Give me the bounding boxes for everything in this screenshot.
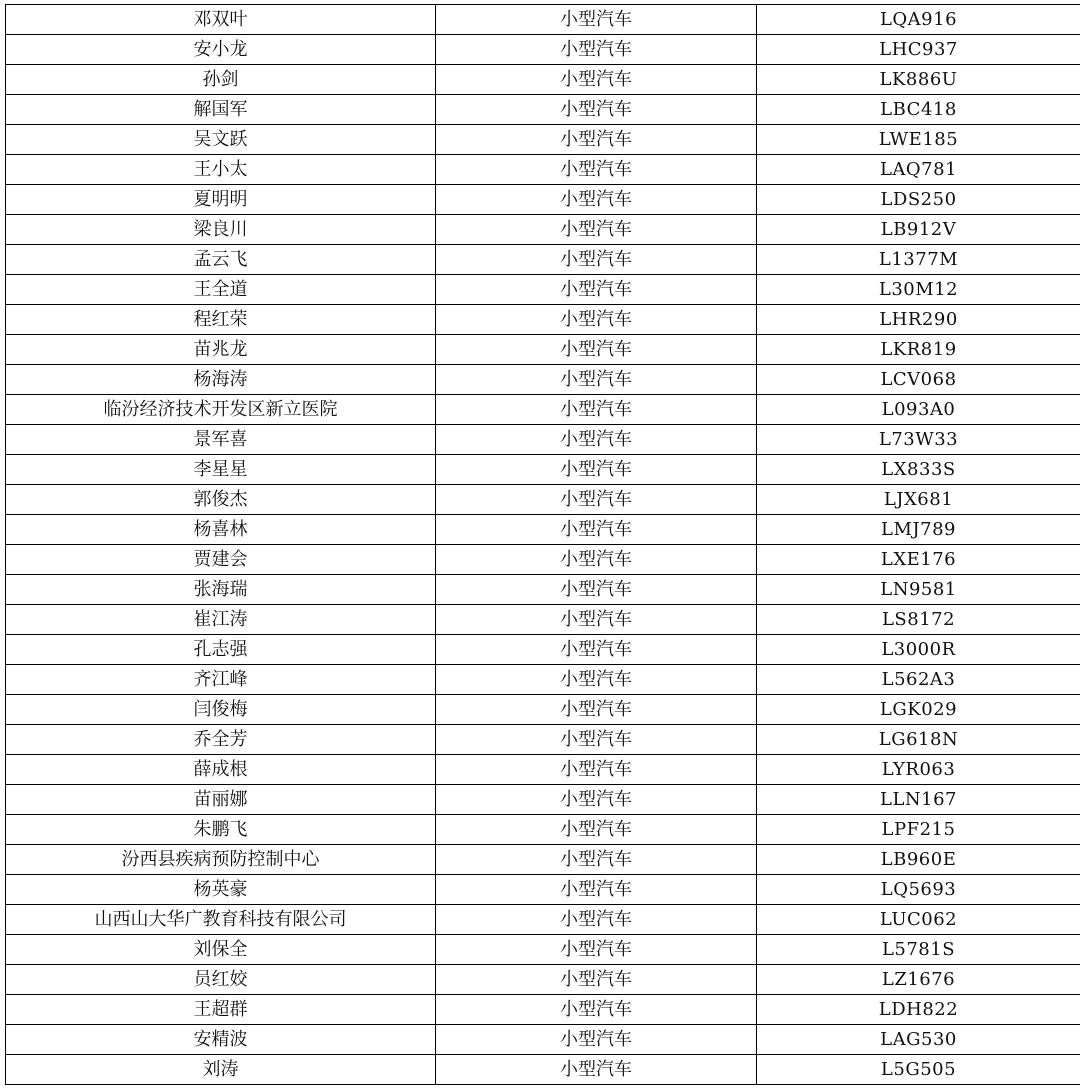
table-row: [6, 605, 1080, 635]
owner-cell: 解国军: [6, 95, 436, 125]
plate-number-cell: LAG530: [757, 1025, 1080, 1055]
vehicle-type-cell: 小型汽车: [436, 935, 757, 965]
vehicle-type-cell: 小型汽车: [436, 215, 757, 245]
table-row: [6, 815, 1080, 845]
vehicle-type-cell: 小型汽车: [436, 665, 757, 695]
table-row: [6, 875, 1080, 905]
owner-cell: 崔江涛: [6, 605, 436, 635]
vehicle-type-cell: 小型汽车: [436, 605, 757, 635]
plate-number-cell: LHR290: [757, 305, 1080, 335]
owner-cell: 王小太: [6, 155, 436, 185]
table-row: [6, 905, 1080, 935]
table-row: [6, 425, 1080, 455]
plate-number-cell: LCV068: [757, 365, 1080, 395]
table-row: [6, 215, 1080, 245]
owner-cell: 山西山大华广教育科技有限公司: [6, 905, 436, 935]
owner-cell: 刘涛: [6, 1055, 436, 1085]
plate-number-cell: L5G505: [757, 1055, 1080, 1085]
vehicle-type-cell: 小型汽车: [436, 5, 757, 35]
owner-cell: 杨海涛: [6, 365, 436, 395]
table-row: [6, 395, 1080, 425]
table-row: [6, 935, 1080, 965]
owner-cell: 邓双叶: [6, 5, 436, 35]
owner-cell: 薛成根: [6, 755, 436, 785]
owner-cell: 夏明明: [6, 185, 436, 215]
plate-number-cell: L73W33: [757, 425, 1080, 455]
plate-number-cell: LUC062: [757, 905, 1080, 935]
plate-number-cell: LN9581: [757, 575, 1080, 605]
table-row: [6, 95, 1080, 125]
vehicle-type-cell: 小型汽车: [436, 965, 757, 995]
table-row: [6, 335, 1080, 365]
owner-cell: 刘保全: [6, 935, 436, 965]
table-row: [6, 1055, 1080, 1085]
table-row: [6, 455, 1080, 485]
owner-cell: 王全道: [6, 275, 436, 305]
table-row: [6, 365, 1080, 395]
table-row: [6, 665, 1080, 695]
plate-number-cell: LLN167: [757, 785, 1080, 815]
owner-cell: 苗丽娜: [6, 785, 436, 815]
vehicle-type-cell: 小型汽车: [436, 125, 757, 155]
vehicle-type-cell: 小型汽车: [436, 335, 757, 365]
owner-cell: 临汾经济技术开发区新立医院: [6, 395, 436, 425]
owner-cell: 郭俊杰: [6, 485, 436, 515]
owner-cell: 程红荣: [6, 305, 436, 335]
table-row: [6, 725, 1080, 755]
plate-number-cell: L562A3: [757, 665, 1080, 695]
table-row: [6, 5, 1080, 35]
owner-cell: 贾建会: [6, 545, 436, 575]
plate-number-cell: L5781S: [757, 935, 1080, 965]
owner-cell: 孔志强: [6, 635, 436, 665]
plate-number-cell: LK886U: [757, 65, 1080, 95]
vehicle-type-cell: 小型汽车: [436, 545, 757, 575]
table-row: [6, 1025, 1080, 1055]
plate-number-cell: LZ1676: [757, 965, 1080, 995]
table-row: [6, 635, 1080, 665]
owner-cell: 员红姣: [6, 965, 436, 995]
table-row: [6, 245, 1080, 275]
vehicle-type-cell: 小型汽车: [436, 845, 757, 875]
owner-cell: 梁良川: [6, 215, 436, 245]
plate-number-cell: LQ5693: [757, 875, 1080, 905]
vehicle-type-cell: 小型汽车: [436, 455, 757, 485]
table-row: [6, 65, 1080, 95]
plate-number-cell: LXE176: [757, 545, 1080, 575]
vehicle-type-cell: 小型汽车: [436, 185, 757, 215]
vehicle-type-cell: 小型汽车: [436, 875, 757, 905]
owner-cell: 杨英豪: [6, 875, 436, 905]
owner-cell: 乔全芳: [6, 725, 436, 755]
table-row: [6, 575, 1080, 605]
plate-number-cell: LX833S: [757, 455, 1080, 485]
vehicle-type-cell: 小型汽车: [436, 365, 757, 395]
vehicle-type-cell: 小型汽车: [436, 35, 757, 65]
owner-cell: 杨喜林: [6, 515, 436, 545]
vehicle-type-cell: 小型汽车: [436, 815, 757, 845]
owner-cell: 朱鹏飞: [6, 815, 436, 845]
vehicle-type-cell: 小型汽车: [436, 245, 757, 275]
vehicle-type-cell: 小型汽车: [436, 755, 757, 785]
vehicle-type-cell: 小型汽车: [436, 635, 757, 665]
vehicle-type-cell: 小型汽车: [436, 575, 757, 605]
plate-number-cell: LDH822: [757, 995, 1080, 1025]
vehicle-type-cell: 小型汽车: [436, 515, 757, 545]
plate-number-cell: L093A0: [757, 395, 1080, 425]
owner-cell: 王超群: [6, 995, 436, 1025]
plate-number-cell: LGK029: [757, 695, 1080, 725]
vehicle-type-cell: 小型汽车: [436, 395, 757, 425]
plate-number-cell: LB960E: [757, 845, 1080, 875]
vehicle-table: [5, 5, 1080, 1085]
table-row: [6, 545, 1080, 575]
owner-cell: 孟云飞: [6, 245, 436, 275]
table-row: [6, 515, 1080, 545]
table-row: [6, 965, 1080, 995]
table-row: [6, 695, 1080, 725]
vehicle-type-cell: 小型汽车: [436, 725, 757, 755]
table-row: [6, 995, 1080, 1025]
plate-number-cell: LB912V: [757, 215, 1080, 245]
owner-cell: 景军喜: [6, 425, 436, 455]
table-row: [6, 275, 1080, 305]
plate-number-cell: LAQ781: [757, 155, 1080, 185]
vehicle-type-cell: 小型汽车: [436, 695, 757, 725]
vehicle-type-cell: 小型汽车: [436, 155, 757, 185]
owner-cell: 张海瑞: [6, 575, 436, 605]
table-row: [6, 485, 1080, 515]
owner-cell: 吴文跃: [6, 125, 436, 155]
owner-cell: 安小龙: [6, 35, 436, 65]
table-row: [6, 185, 1080, 215]
vehicle-type-cell: 小型汽车: [436, 1055, 757, 1085]
plate-number-cell: LYR063: [757, 755, 1080, 785]
vehicle-type-cell: 小型汽车: [436, 905, 757, 935]
plate-number-cell: LMJ789: [757, 515, 1080, 545]
table-row: [6, 35, 1080, 65]
vehicle-type-cell: 小型汽车: [436, 425, 757, 455]
plate-number-cell: L1377M: [757, 245, 1080, 275]
table-row: [6, 125, 1080, 155]
plate-number-cell: LBC418: [757, 95, 1080, 125]
plate-number-cell: L30M12: [757, 275, 1080, 305]
table-row: [6, 755, 1080, 785]
table-row: [6, 845, 1080, 875]
vehicle-type-cell: 小型汽车: [436, 95, 757, 125]
plate-number-cell: L3000R: [757, 635, 1080, 665]
owner-cell: 李星星: [6, 455, 436, 485]
vehicle-type-cell: 小型汽车: [436, 485, 757, 515]
vehicle-type-cell: 小型汽车: [436, 65, 757, 95]
vehicle-type-cell: 小型汽车: [436, 1025, 757, 1055]
plate-number-cell: LG618N: [757, 725, 1080, 755]
owner-cell: 孙剑: [6, 65, 436, 95]
plate-number-cell: LDS250: [757, 185, 1080, 215]
table-row: [6, 155, 1080, 185]
plate-number-cell: LJX681: [757, 485, 1080, 515]
vehicle-type-cell: 小型汽车: [436, 785, 757, 815]
plate-number-cell: LKR819: [757, 335, 1080, 365]
plate-number-cell: LPF215: [757, 815, 1080, 845]
vehicle-type-cell: 小型汽车: [436, 305, 757, 335]
table-row: [6, 305, 1080, 335]
owner-cell: 闫俊梅: [6, 695, 436, 725]
plate-number-cell: LWE185: [757, 125, 1080, 155]
vehicle-type-cell: 小型汽车: [436, 995, 757, 1025]
table-row: [6, 785, 1080, 815]
owner-cell: 齐江峰: [6, 665, 436, 695]
plate-number-cell: LS8172: [757, 605, 1080, 635]
plate-number-cell: LHC937: [757, 35, 1080, 65]
owner-cell: 苗兆龙: [6, 335, 436, 365]
vehicle-table-body: [6, 5, 1080, 1085]
owner-cell: 汾西县疾病预防控制中心: [6, 845, 436, 875]
vehicle-type-cell: 小型汽车: [436, 275, 757, 305]
owner-cell: 安精波: [6, 1025, 436, 1055]
plate-number-cell: LQA916: [757, 5, 1080, 35]
